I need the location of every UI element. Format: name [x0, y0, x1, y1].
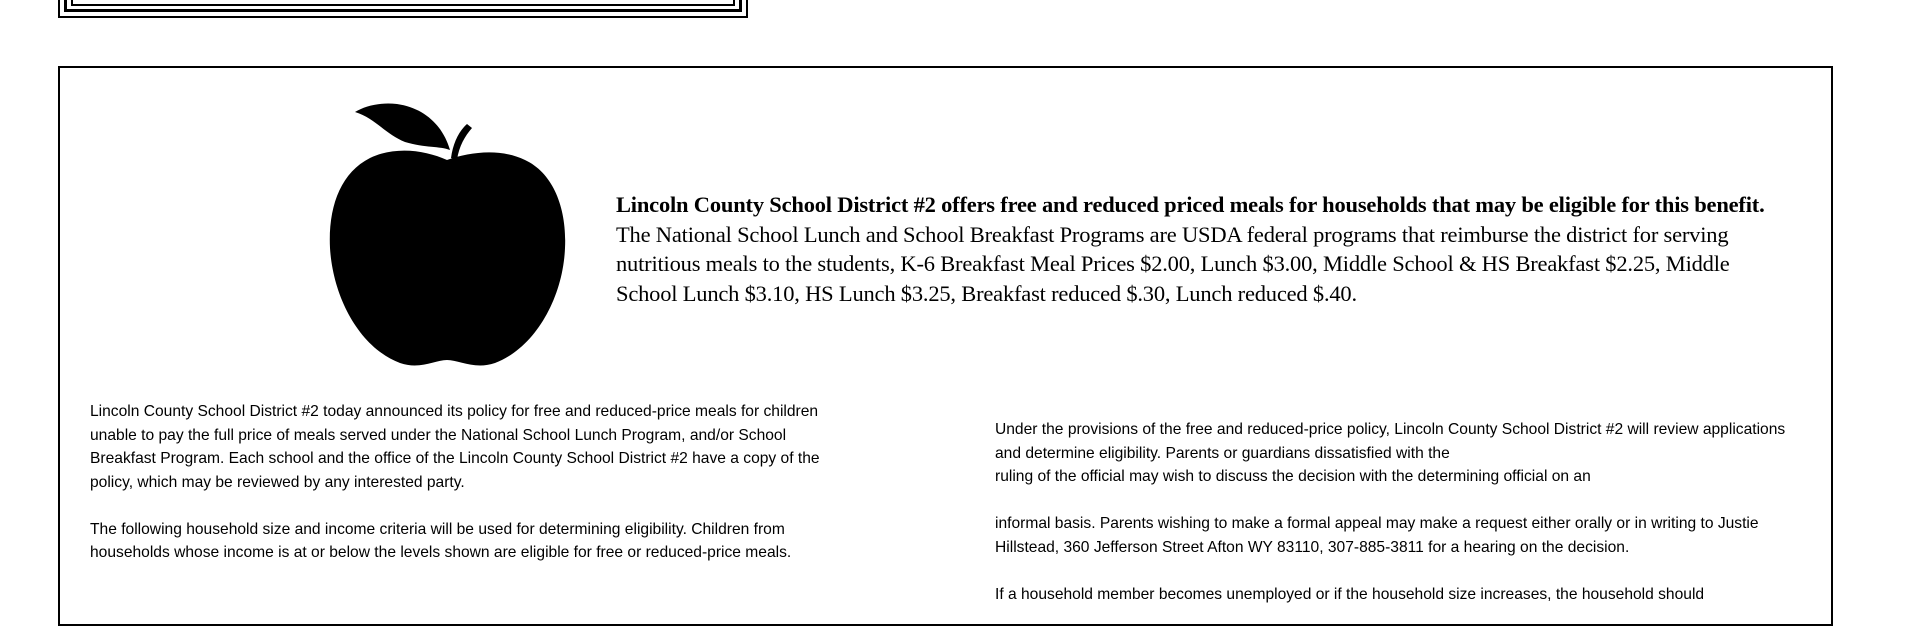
policy-column-left — [90, 400, 850, 588]
apple-icon — [325, 98, 570, 368]
review-paragraph-cont: ruling of the official may wish to discuss the decision with the determining official on an — [995, 468, 1591, 485]
policy-paragraph: Lincoln County School District #2 today announced its policy for free and reduced-price meals for children unable to pay the full price of meals served under the National School Lunch Program, and/or School Breakfast Program. Each school and the office of the Lincoln County School District #2 have a copy of the policy, which may be reviewed by any interested party. — [90, 403, 820, 491]
household-change-paragraph: If a household member becomes unemployed or if the household size increases, the household should — [995, 585, 1705, 603]
header-frame — [58, 0, 748, 18]
appeal-paragraph: informal basis. Parents wishing to make a formal appeal may make a request either orally or in writing to Justie Hillstead, 360 Jefferson Street Afton WY 83110, 307-885-3811 for a hearing on the decision. — [995, 515, 1759, 556]
review-paragraph: Under the provisions of the free and reduced-price policy, Lincoln County School District #2 will review applications and determine eligibility. Parents or guardians dissatisfied with the — [995, 421, 1786, 462]
policy-column-right — [995, 418, 1815, 630]
announcement-body: The National School Lunch and School Breakfast Programs are USDA federal programs that reimburse the district for serving nutritious meals to the students, K-6 Breakfast Meal Prices $2.00, Lunch $3.00, Middle School & HS Breakfast $2.25, Middle School Lunch $3.10, HS Lunch $3.25, Breakfast reduced $.30, Lunch reduced $.40. — [616, 221, 1730, 306]
meal-benefit-announcement — [616, 190, 1766, 308]
announcement-lead: Lincoln County School District #2 offers free and reduced priced meals for households that may be eligible for this benefit. — [616, 192, 1765, 217]
eligibility-paragraph: The following household size and income criteria will be used for determining eligibility. Children from households whose income is at or below the levels shown are eligible for free or reduced-price meals. — [90, 520, 792, 561]
